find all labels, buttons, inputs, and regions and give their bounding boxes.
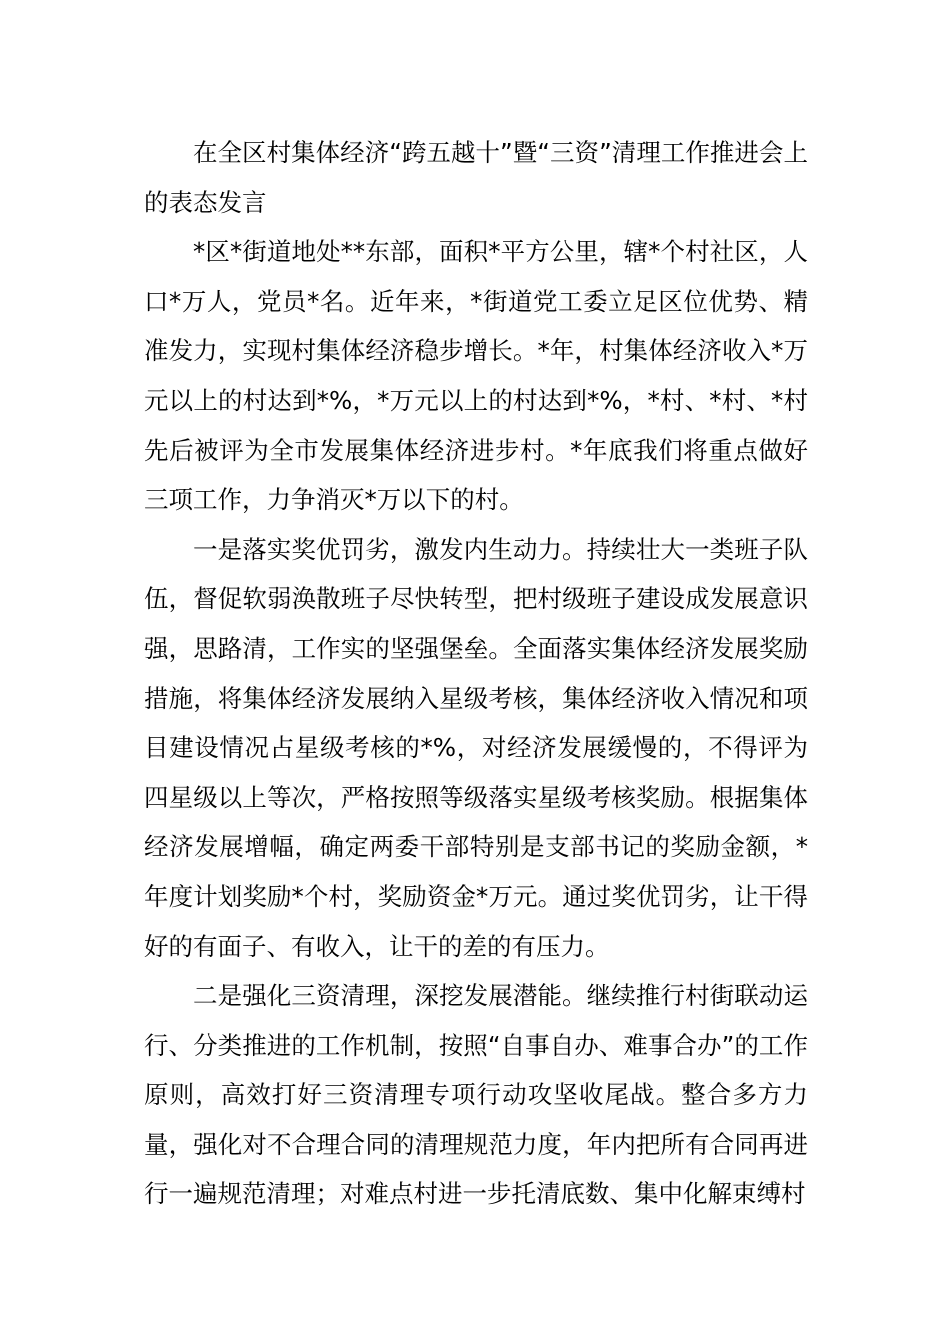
paragraph-point-one: 一是落实奖优罚劣，激发内生动力。持续壮大一类班子队伍，督促软弱涣散班子尽快转型，把村级班子建设成发展意识强，思路清，工作实的坚强堡垒。全面落实集体经济发展奖励措施，将集体经济发展纳入星级考核，集体经济收入情况和项目建设情况占星级考核的*%，对经济发展缓慢的，不得评为四星级以上等次，严格按照等级落实星级考核奖励。根据集体经济发展增幅，确定两委干部特别是支部书记的奖励金额，*年度计划奖励*个村，奖励资金*万元。通过奖优罚劣，让干得好的有面子、有收入，让干的差的有压力。 xyxy=(144,534,808,961)
paragraph-point-two: 二是强化三资清理，深挖发展潜能。继续推行村街联动运行、分类推进的工作机制，按照“自事自办、难事合办”的工作原则，高效打好三资清理专项行动攻坚收尾战。整合多方力量，强化对不合理合同的清理规范力度，年内把所有合同再进行一遍规范清理；对难点村进一步托清底数、集中化解束缚村 xyxy=(144,981,808,1209)
document-page xyxy=(144,128,808,1219)
paragraph-intro: *区*街道地处**东部，面积*平方公里，辖*个村社区，人口*万人，党员*名。近年来，*街道党工委立足区位优势、精准发力，实现村集体经济稳步增长。*年，村集体经济收入*万元以上的村达到*%，*万元以上的村达到*%，*村、*村、*村先后被评为全市发展集体经济进步村。*年底我们将重点做好三项工作，力争消灭*万以下的村。 xyxy=(144,237,808,515)
document-title: 在全区村集体经济“跨五越十”暨“三资”清理工作推进会上的表态发言 xyxy=(144,138,808,217)
